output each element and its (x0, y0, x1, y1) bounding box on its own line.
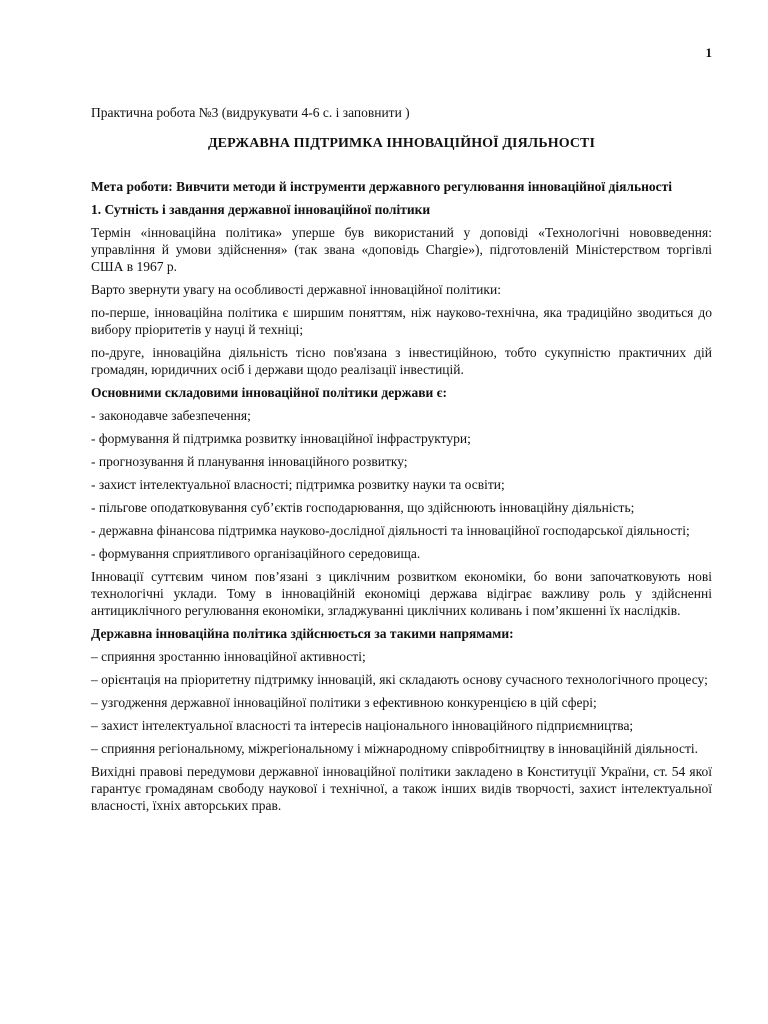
list-item: – сприяння зростанню інноваційної активності; (91, 649, 366, 664)
document-body (91, 104, 712, 820)
directions-heading: Державна інноваційна політика здійснюється за такими напрямами: (91, 626, 514, 641)
intro-line: Практична робота №3 (видрукувати 4-6 с. і заповнити ) (91, 105, 410, 120)
paragraph-first: по-перше, інноваційна політика є ширшим поняттям, ніж науково-технічна, яка традиційно зводиться до вибору пріоритетів у науці й техніці; (91, 305, 712, 337)
list-item: – узгодження державної інноваційної політики з ефективною конкуренцією в цій сфері; (91, 695, 597, 710)
list-item: - пільгове оподатковування суб’єктів господарювання, що здійснюють інноваційну діяльність; (91, 500, 635, 515)
list-item: - прогнозування й планування інноваційного розвитку; (91, 454, 408, 469)
document-title: ДЕРЖАВНА ПІДТРИМКА ІННОВАЦІЙНОЇ ДІЯЛЬНОСТІ (207, 136, 596, 151)
paragraph-term: Термін «інноваційна політика» уперше був використаний у доповіді «Технологічні нововведення: управління й умови здійснення» (так звана «доповідь Chargie»), підготовленій Міністерством торгівлі США в 1967 р. (91, 225, 712, 274)
list-item: - захист інтелектуальної власності; підтримка розвитку науки та освіти; (91, 477, 505, 492)
paragraph-legal: Вихідні правові передумови державної інноваційної політики закладено в Конституції України, ст. 54 якої гарантує громадянам свободу наукової і технічної, а також інших видів творчості, захист інтелектуальної власності, їхніх авторських прав. (91, 764, 712, 813)
list-item: - формування сприятливого організаційного середовища. (91, 546, 421, 561)
list-item: – сприяння регіональному, міжрегіональному і міжнародному співробітництву в інноваційній діяльності. (91, 741, 699, 756)
paragraph-second: по-друге, інноваційна діяльність тісно пов'язана з інвестиційною, тобто сукупністю практичних дій громадян, юридичних осіб і держави щодо реалізації інвестицій. (91, 345, 712, 377)
list-item: – орієнтація на пріоритетну підтримку інновацій, які складають основу сучасного технологічного процесу; (91, 672, 708, 687)
section-heading: 1. Сутність і завдання державної інноваційної політики (91, 202, 431, 217)
paragraph-innovations: Інновації суттєвим чином пов’язані з циклічним розвитком економіки, бо вони започатковують нові технологічні уклади. Тому в інноваційній економіці держава відіграє важливу роль у здійсненні антициклічного регулювання економіки, згладжуванні циклічних коливань і пом’якшенні їх наслідків. (91, 569, 712, 618)
components-heading: Основними складовими інноваційної політики держави є: (91, 385, 448, 400)
list-item: - формування й підтримка розвитку інноваційної інфраструктури; (91, 431, 471, 446)
list-item: - державна фінансова підтримка науково-дослідної діяльності та інноваційної господарської діяльності; (91, 523, 690, 538)
page-number: 1 (705, 45, 712, 60)
list-item: – захист інтелектуальної власності та інтересів національного інноваційного підприємництва; (91, 718, 634, 733)
list-item: - законодавче забезпечення; (91, 408, 251, 423)
goal-paragraph: Мета роботи: Вивчити методи й інструменти державного регулювання інноваційної діяльності (91, 179, 673, 194)
paragraph-attention: Варто звернути увагу на особливості державної інноваційної політики: (91, 282, 501, 297)
